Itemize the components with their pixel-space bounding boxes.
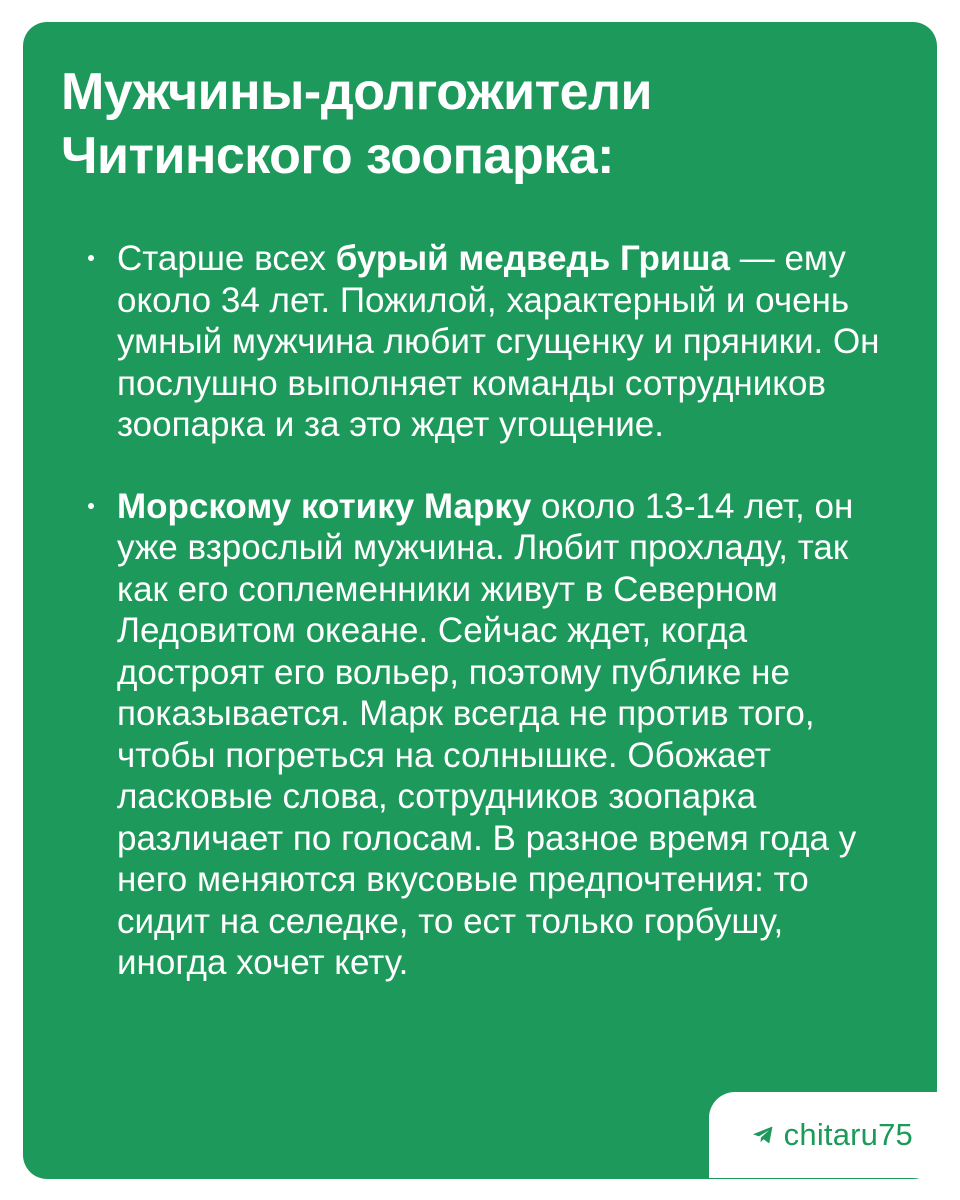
item-highlight: бурый медведь Гриша bbox=[335, 239, 730, 278]
item-highlight: Морскому котику Марку bbox=[117, 486, 532, 526]
item-intro: Старше всех bbox=[117, 239, 336, 278]
post-title: Мужчины-долгожители Читинского зоопарка: bbox=[61, 63, 653, 185]
list-item-bear bbox=[61, 238, 901, 446]
animal-list bbox=[61, 238, 901, 984]
telegram-plane-icon bbox=[751, 1123, 775, 1147]
bullet-icon bbox=[88, 503, 94, 509]
channel-badge[interactable] bbox=[709, 1092, 937, 1178]
post-card bbox=[23, 22, 937, 1179]
channel-handle: chitaru75 bbox=[783, 1117, 913, 1152]
bullet-icon bbox=[88, 255, 94, 261]
list-item-fur-seal bbox=[61, 486, 901, 984]
item-text: около 13-14 лет, он уже взрослый мужчина. Любит прохладу, так как его соплеменники живут в Северном Ледовитом океане. Сейчас ждет, когда достроят его вольер, поэтому публике не показывается. Марк всегда не против того, чтобы погреться на солнышке. Обожает ласковые слова, сотрудников зоопарка различает по голосам. В разное время года у него меняются вкусовые предпочтения: то сидит на селедке, то ест только горбушу, иногда хочет кету. bbox=[117, 486, 857, 982]
item-text: — ему около 34 лет. Пожилой, характерный и очень умный мужчина любит сгущенку и пряники. Он послушно выполняет команды сотрудников зоопарка и за это ждет угощение. bbox=[117, 239, 880, 444]
